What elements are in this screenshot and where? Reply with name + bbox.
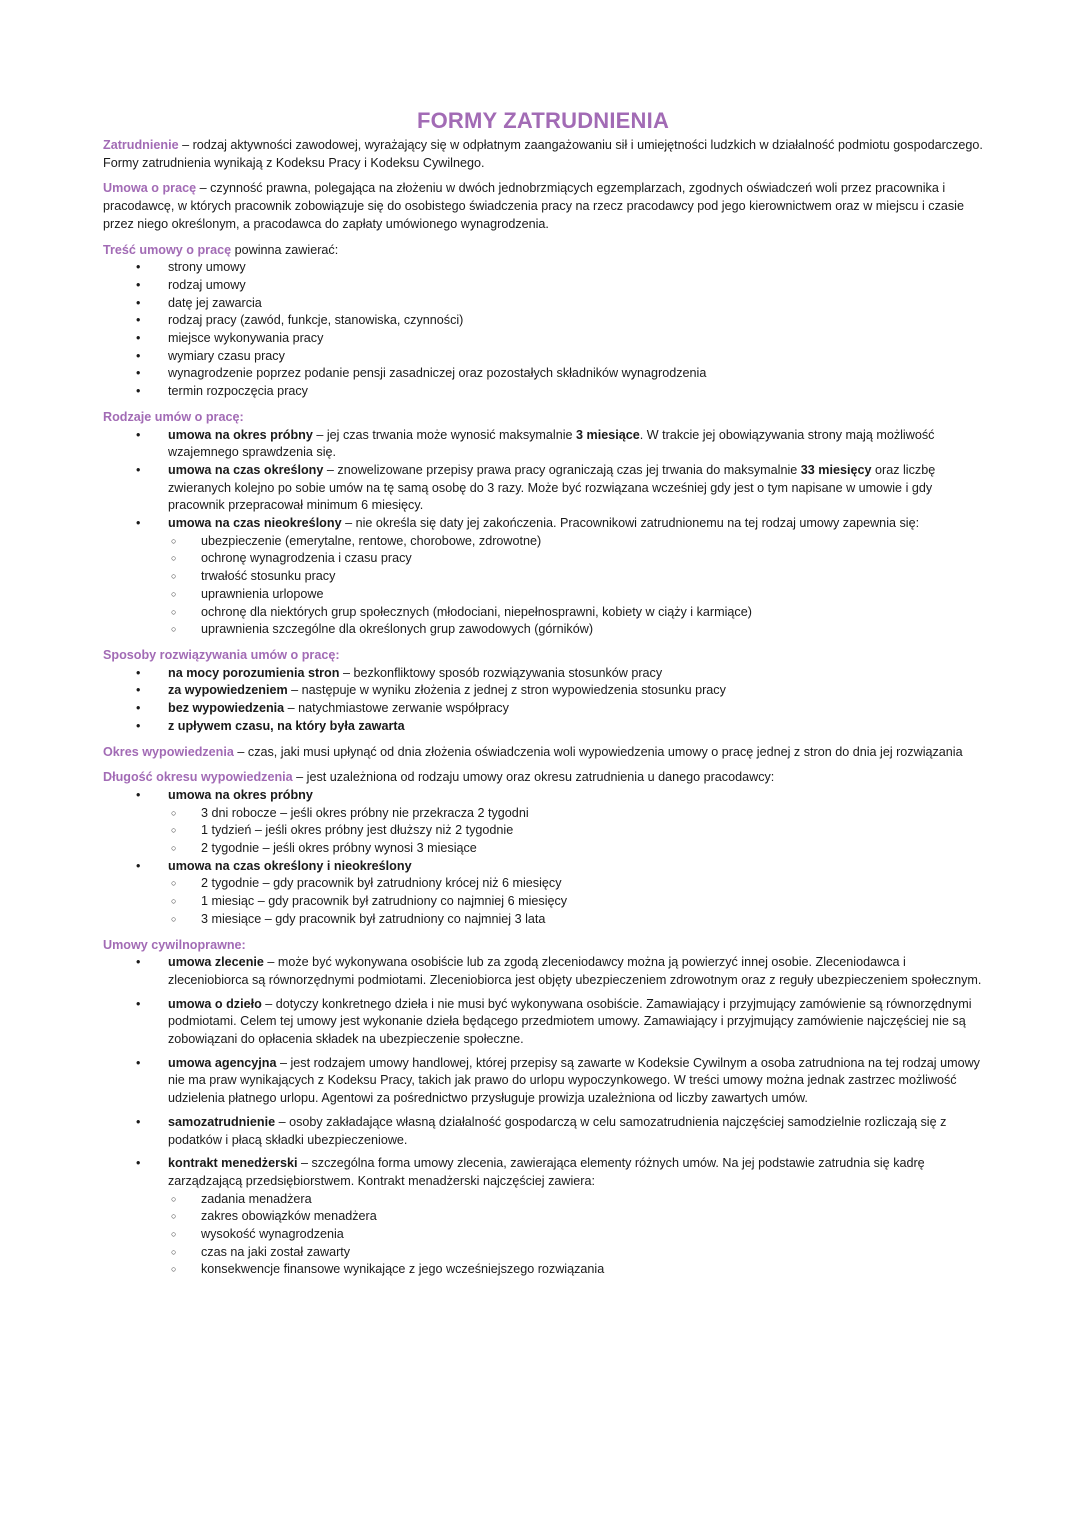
sposoby-term: Sposoby rozwiązywania umów o pracę: xyxy=(103,647,340,662)
sublist-item: ○ ochronę dla niektórych grup społecznych (młodociani, niepełnosprawni, kobiety w ciąży i karmiące) xyxy=(168,604,983,622)
sublist-item: ○ uprawnienia urlopowe xyxy=(168,586,983,604)
item-text: – dotyczy konkretnego dzieła i nie musi być wykonywana osobiście. Zamawiający i przyjmujący zamówienie są równorzędnymi podmiotami. Celem tej umowy jest wykonanie dzieła będącego przedmiotem umowy. Zamawiający i przyjmujący zamówienie najczęściej nie są zobowiązani do opłacenia składek na ubezpieczenie społeczne. xyxy=(168,996,972,1047)
umowa-o-prace-text: – czynność prawna, polegająca na złożeniu w dwóch jednobrzmiących egzemplarzach, zgodnych oświadczeń woli przez pracownika i pracodawcę, w których pracownik zobowiązuje się do osobistego świadczenia pracy na rzecz pracodawcy pod jego kierownictwem oraz w miejscu i czasie przez niego określonym, a pracodawca do zapłaty umówionego wynagrodzenia. xyxy=(103,181,964,231)
item-text: – jest rodzajem umowy handlowej, której przepisy są zawarte w Kodeksie Cywilnym a osoba zatrudniona na tej rodzaj umowy nie ma praw wynikających z Kodeksu Pracy, takich jak prawo do urlopu wypoczynkowego. W treści umowy można jednak zastrzec możliwość udzielenia płatnego urlopu. Agentowi za pośrednictwo przysługuje prowizja uzależniona od liczby zawartych umów. xyxy=(168,1055,980,1106)
list-item: • rodzaj pracy (zawód, funkcje, stanowiska, czynności) xyxy=(103,312,983,330)
list-item xyxy=(103,665,983,683)
bold-label: umowa na okres próbny xyxy=(168,787,313,802)
list-item-probny xyxy=(103,787,983,858)
item-text: – nie określa się daty jej zakończenia. Pracownikowi zatrudnionemu na tej rodzaj umowy zapewnia się: xyxy=(341,516,920,531)
rodzaje-term: Rodzaje umów o pracę: xyxy=(103,409,244,424)
list-item xyxy=(103,718,983,736)
list-item: • wynagrodzenie poprzez podanie pensji zasadniczej oraz pozostałych składników wynagrodzenia xyxy=(103,365,983,383)
sublist-item: ○ wysokość wynagrodzenia xyxy=(168,1226,983,1244)
sublist-item: ○ 2 tygodnie – gdy pracownik był zatrudniony krócej niż 6 miesięcy xyxy=(168,875,983,893)
sublist-item: ○ 3 dni robocze – jeśli okres próbny nie przekracza 2 tygodni xyxy=(168,805,983,823)
item-text: – szczególna forma umowy zlecenia, zawierająca elementy różnych umów. Na jej podstawie zatrudnia się kadrę zarządzającą przedsiębiorstwem. Kontrakt menadżerski najczęściej zawiera: xyxy=(168,1156,925,1188)
rodzaje-list xyxy=(103,427,983,639)
bold-label: umowa zlecenie xyxy=(168,955,264,970)
tresc-heading xyxy=(103,242,983,260)
sublist-item: ○ zakres obowiązków menadżera xyxy=(168,1208,983,1226)
okres-term: Okres wypowiedzenia xyxy=(103,744,234,759)
kontrakt-sublist xyxy=(168,1191,983,1280)
probny-sublist xyxy=(168,805,983,858)
bold-label: samozatrudnienie xyxy=(168,1114,276,1129)
dlugosc-text: – jest uzależniona od rodzaju umowy oraz okresu zatrudnienia u danego pracodawcy: xyxy=(292,770,775,785)
sublist-item: ○ czas na jaki został zawarty xyxy=(168,1244,983,1262)
list-item xyxy=(103,700,983,718)
bold-label: umowa na czas nieokreślony xyxy=(168,516,342,531)
document-page xyxy=(103,107,983,1287)
list-item-okreslony-nieokreslony xyxy=(103,858,983,929)
sublist-item: ○ zadania menadżera xyxy=(168,1191,983,1209)
cywilne-term: Umowy cywilnoprawne: xyxy=(103,937,246,952)
sposoby-list xyxy=(103,665,983,736)
cywilne-heading xyxy=(103,937,983,955)
bold-label: umowa agencyjna xyxy=(168,1055,277,1070)
list-item-nieokreslony xyxy=(103,515,983,639)
list-item-kontrakt xyxy=(103,1155,983,1279)
nieokreslony-sublist xyxy=(168,533,983,639)
bold-label: za wypowiedzeniem xyxy=(168,683,288,698)
bold-label: umowa na okres próbny xyxy=(168,427,313,442)
sublist-item: ○ uprawnienia szczególne dla określonych grup zawodowych (górników) xyxy=(168,621,983,639)
item-text: – bezkonfliktowy sposób rozwiązywania stosunków pracy xyxy=(339,665,663,680)
bold-value: 3 miesiące xyxy=(576,427,640,442)
zatrudnienie-term: Zatrudnienie xyxy=(103,138,179,152)
okres-text: – czas, jaki musi upłynąć od dnia złożenia oświadczenia woli wypowiedzenia umowy o pracę jednej z stron do dnia jej rozwiązania xyxy=(233,744,963,759)
list-item: • miejsce wykonywania pracy xyxy=(103,330,983,348)
bold-label: bez wypowiedzenia xyxy=(168,701,285,716)
zatrudnienie-text: – rodzaj aktywności zawodowej, wyrażający się w odpłatnym zaangażowaniu sił i umiejętności ludzkich w działalność podmiotu gospodarczego. Formy zatrudnienia wynikają z Kodeksu Pracy i Kodeksu Cywilnego. xyxy=(103,138,983,170)
bold-label: umowa na czas określony i nieokreślony xyxy=(168,858,412,873)
item-text: – natychmiastowe zerwanie współpracy xyxy=(284,701,509,716)
item-text: – znowelizowane przepisy prawa pracy ograniczają czas jej trwania do maksymalnie xyxy=(323,462,801,477)
list-item xyxy=(103,1055,983,1108)
zatrudnienie-paragraph xyxy=(103,137,983,172)
sublist-item: ○ ubezpieczenie (emerytalne, rentowe, chorobowe, zdrowotne) xyxy=(168,533,983,551)
item-text: – osoby zakładające własną działalność gospodarczą w celu samozatrudnienia najczęściej samodzielnie rozliczają się z podatków i płacą składki ubezpieczeniowe. xyxy=(168,1114,947,1147)
sublist-item: ○ 1 miesiąc – gdy pracownik był zatrudniony co najmniej 6 miesięcy xyxy=(168,893,983,911)
tresc-term: Treść umowy o pracę xyxy=(103,242,232,257)
list-item xyxy=(103,996,983,1049)
list-item: • rodzaj umowy xyxy=(103,277,983,295)
tresc-list xyxy=(103,259,983,401)
bold-label: z upływem czasu, na który była zawarta xyxy=(168,718,405,733)
bold-value: 33 miesięcy xyxy=(800,462,872,477)
item-text: . W trakcie jej obowiązywania strony mają możliwość wzajemnego sprawdzenia się. xyxy=(168,427,935,460)
cywilne-list xyxy=(103,954,983,1279)
rodzaje-heading xyxy=(103,409,983,427)
tresc-text: powinna zawierać: xyxy=(231,242,339,257)
sposoby-heading xyxy=(103,647,983,665)
item-text: – następuje w wyniku złożenia z jednej z stron wypowiedzenia stosunku pracy xyxy=(287,683,726,698)
list-item: • strony umowy xyxy=(103,259,983,277)
bold-label: umowa na czas określony xyxy=(168,462,324,477)
item-text: oraz liczbę zwieranych kolejno po sobie umów na tę samą osobę do 3 razy. Może być rozwiązana wcześniej gdy jest o tym napisane w umowie i gdy pracownik przepracował minimum 6 miesięcy. xyxy=(168,462,936,513)
list-item xyxy=(103,954,983,989)
sublist-item: ○ trwałość stosunku pracy xyxy=(168,568,983,586)
dlugosc-list xyxy=(103,787,983,929)
sublist-item: ○ 3 miesiące – gdy pracownik był zatrudniony co najmniej 3 lata xyxy=(168,911,983,929)
dlugosc-term: Długość okresu wypowiedzenia xyxy=(103,770,293,785)
bold-label: kontrakt menedżerski xyxy=(168,1156,298,1171)
sublist-item: ○ 2 tygodnie – jeśli okres próbny wynosi 3 miesiące xyxy=(168,840,983,858)
page-title: FORMY ZATRUDNIENIA xyxy=(416,108,670,133)
list-item xyxy=(103,1114,983,1149)
okres-paragraph xyxy=(103,744,983,762)
list-item xyxy=(103,682,983,700)
sublist-item: ○ konsekwencje finansowe wynikające z jego wcześniejszego rozwiązania xyxy=(168,1261,983,1279)
item-text: – jej czas trwania może wynosić maksymalnie xyxy=(312,427,577,442)
item-text: – może być wykonywana osobiście lub za zgodą zleceniodawcy można ją powierzyć innej osobie. Zleceniodawca i zleceniobiorca są równorzędnymi podmiotami. Zleceniobiorca jest objęty ubezpieczeniem zdrowotnym oraz z reguły ubezpieczeniem społecznym. xyxy=(168,955,982,987)
list-item: • wymiary czasu pracy xyxy=(103,348,983,366)
list-item-probny xyxy=(103,427,983,462)
sublist-item: ○ 1 tydzień – jeśli okres próbny jest dłuższy niż 2 tygodnie xyxy=(168,822,983,840)
umowa-o-prace-paragraph xyxy=(103,180,983,233)
umowa-o-prace-term: Umowa o pracę xyxy=(103,181,197,196)
sublist-item: ○ ochronę wynagrodzenia i czasu pracy xyxy=(168,550,983,568)
bold-label: na mocy porozumienia stron xyxy=(168,665,340,680)
list-item: • termin rozpoczęcia pracy xyxy=(103,383,983,401)
bold-label: umowa o dzieło xyxy=(168,996,262,1011)
dlugosc-heading xyxy=(103,769,983,787)
list-item-okreslony xyxy=(103,462,983,515)
list-item: • datę jej zawarcia xyxy=(103,295,983,313)
okreslony-sublist xyxy=(168,875,983,928)
